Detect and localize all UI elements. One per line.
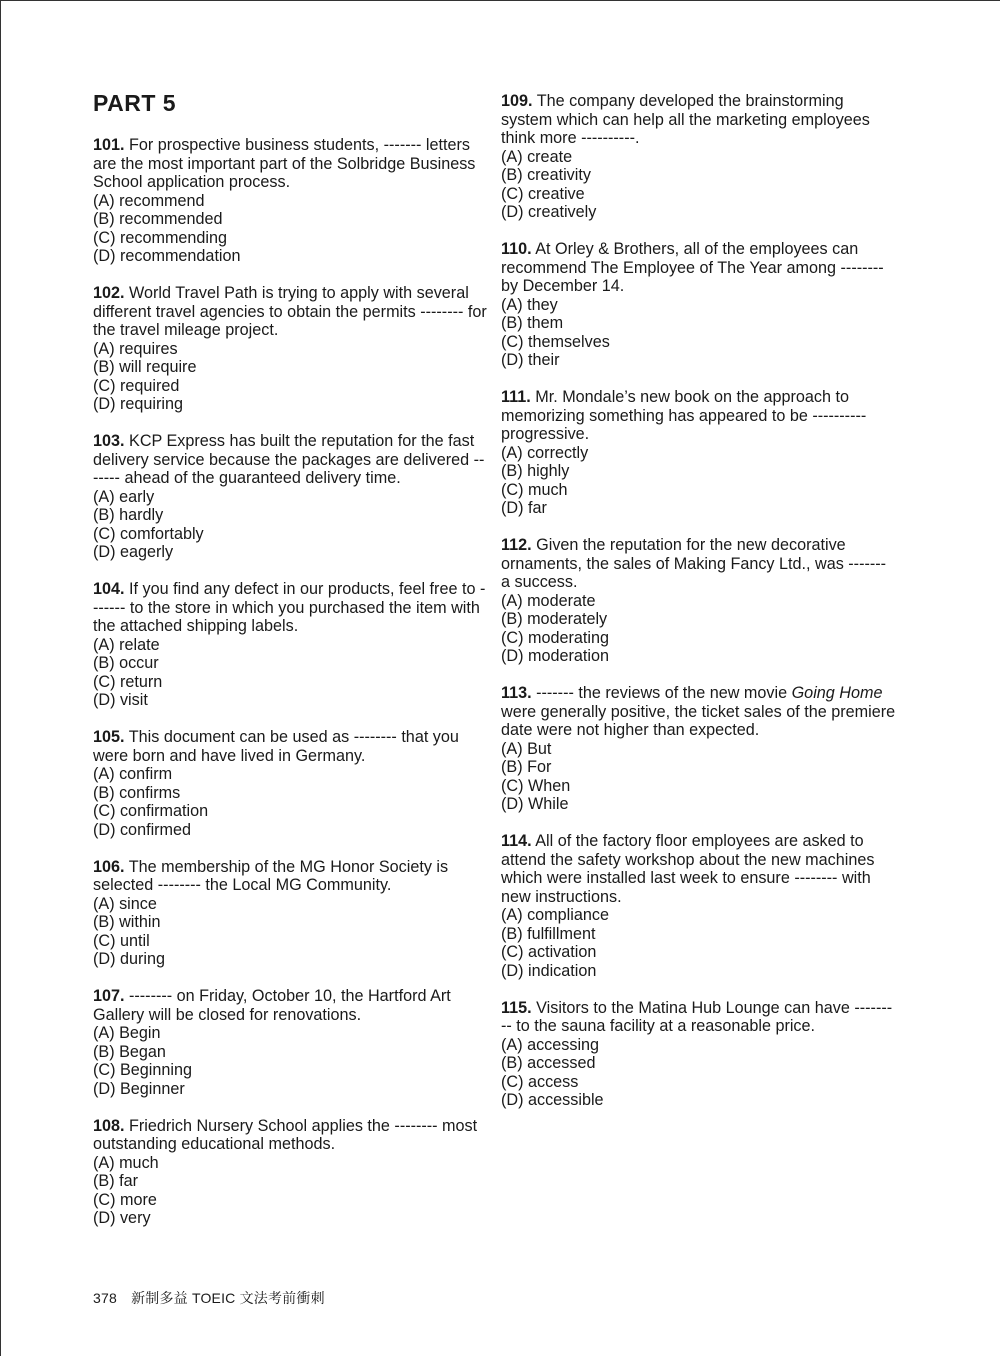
question-115 xyxy=(501,999,896,1110)
question-106 xyxy=(93,858,488,969)
answer-option: (C) much xyxy=(501,480,568,499)
answer-options xyxy=(93,192,488,266)
page-footer xyxy=(93,1288,325,1308)
left-column xyxy=(93,136,488,1246)
question-stem xyxy=(93,858,488,895)
answer-option: (A) early xyxy=(93,487,155,506)
question-stem xyxy=(93,1117,488,1154)
page-number: 378 xyxy=(93,1290,117,1306)
question-text: Given the reputation for the new decorative ornaments, the sales of Making Fancy Ltd., was ------- a success. xyxy=(501,536,887,591)
answer-option: (B) will require xyxy=(93,358,197,376)
question-text: Visitors to the Matina Hub Lounge can have --------- to the sauna facility at a reasonable price. xyxy=(501,998,893,1035)
question-text: At Orley & Brothers, all of the employees can recommend The Employee of The Year among -------- by December 14. xyxy=(501,240,884,295)
answer-options xyxy=(501,444,896,518)
question-number: 107. xyxy=(93,987,125,1005)
answer-option: (D) While xyxy=(501,795,569,813)
answer-option: (A) compliance xyxy=(501,906,609,924)
answer-option: (D) eagerly xyxy=(93,543,174,561)
question-number: 105. xyxy=(93,728,125,746)
answer-option: (B) For xyxy=(501,758,552,776)
question-110 xyxy=(501,240,896,370)
answer-option: (D) their xyxy=(501,351,560,369)
question-stem xyxy=(93,580,488,636)
question-text: were generally positive, the ticket sales of the premiere date were not higher than expected. xyxy=(501,702,896,739)
answer-option: (D) during xyxy=(93,950,165,968)
question-text: ------- the reviews of the new movie xyxy=(536,684,792,702)
question-text: The company developed the brainstorming system which can help all the marketing employees think more ----------. xyxy=(501,92,870,147)
answer-option: (B) moderately xyxy=(501,610,608,628)
question-number: 110. xyxy=(501,240,532,258)
question-112 xyxy=(501,536,896,666)
answer-options xyxy=(93,1154,488,1228)
answer-option: (B) within xyxy=(93,913,161,931)
answer-option: (A) requires xyxy=(93,339,178,358)
answer-option: (A) But xyxy=(501,739,552,758)
question-number: 109. xyxy=(501,92,533,110)
question-number: 102. xyxy=(93,284,125,302)
answer-option: (D) accessible xyxy=(501,1091,604,1109)
question-stem xyxy=(93,728,488,765)
answer-options xyxy=(501,148,896,222)
answer-options xyxy=(501,592,896,666)
answer-option: (C) until xyxy=(93,931,150,950)
question-text: -------- on Friday, October 10, the Hartford Art Gallery will be closed for renovations. xyxy=(93,987,451,1024)
answer-options xyxy=(501,296,896,370)
answer-option: (A) since xyxy=(93,894,157,913)
question-text: Friedrich Nursery School applies the -------- most outstanding educational methods. xyxy=(93,1116,478,1153)
answer-option: (D) far xyxy=(501,499,547,517)
answer-option: (C) recommending xyxy=(93,228,228,247)
question-stem xyxy=(93,432,488,488)
answer-option: (D) recommendation xyxy=(93,247,241,265)
question-stem xyxy=(93,284,488,340)
answer-option: (B) hardly xyxy=(93,506,164,524)
question-114 xyxy=(501,832,896,980)
answer-options xyxy=(501,740,896,814)
answer-option: (A) accessing xyxy=(501,1035,600,1054)
answer-option: (B) far xyxy=(93,1172,138,1190)
question-number: 103. xyxy=(93,432,125,450)
answer-option: (C) more xyxy=(93,1190,157,1209)
answer-options xyxy=(501,1036,896,1110)
question-number: 112. xyxy=(501,536,532,554)
part-title: PART 5 xyxy=(93,90,177,116)
answer-option: (C) required xyxy=(93,376,180,395)
question-text: World Travel Path is trying to apply with several different travel agencies to obtain the permits -------- for the travel mileage project. xyxy=(93,284,487,339)
question-stem xyxy=(501,92,896,148)
question-stem xyxy=(93,987,488,1024)
answer-options xyxy=(93,765,488,839)
question-108 xyxy=(93,1117,488,1228)
question-stem xyxy=(501,240,896,296)
question-number: 104. xyxy=(93,580,125,598)
answer-option: (C) creative xyxy=(501,184,585,203)
question-113 xyxy=(501,684,896,814)
answer-options xyxy=(501,906,896,980)
question-text: The membership of the MG Honor Society is selected -------- the Local MG Community. xyxy=(93,857,449,894)
question-text: For prospective business students, ------- letters are the most important part of the Solbridge Business School application process. xyxy=(93,136,476,191)
question-text: If you find any defect in our products, feel free to ------- to the store in which you purchased the item with the attached shipping labels. xyxy=(93,580,486,635)
answer-option: (A) recommend xyxy=(93,191,205,210)
answer-option: (C) confirmation xyxy=(93,802,209,820)
answer-option: (B) recommended xyxy=(93,210,223,228)
answer-option: (A) Begin xyxy=(93,1024,161,1042)
question-stem xyxy=(501,684,896,740)
answer-option: (D) moderation xyxy=(501,647,609,665)
answer-option: (A) correctly xyxy=(501,443,589,462)
answer-options xyxy=(93,488,488,562)
question-stem xyxy=(501,536,896,592)
answer-option: (C) activation xyxy=(501,943,597,961)
question-text: This document can be used as -------- that you were born and have lived in Germany. xyxy=(93,728,459,765)
question-111 xyxy=(501,388,896,518)
question-stem xyxy=(501,388,896,444)
question-107 xyxy=(93,987,488,1098)
question-104 xyxy=(93,580,488,710)
answer-option: (D) Beginner xyxy=(93,1079,185,1098)
question-stem xyxy=(501,999,896,1036)
movie-title: Going Home xyxy=(791,684,883,702)
question-number: 101. xyxy=(93,136,125,154)
answer-option: (B) creativity xyxy=(501,166,591,184)
answer-option: (B) accessed xyxy=(501,1054,596,1072)
answer-option: (C) moderating xyxy=(501,628,609,647)
answer-options xyxy=(93,1024,488,1098)
question-109 xyxy=(501,92,896,222)
answer-option: (B) Began xyxy=(93,1042,166,1061)
question-103 xyxy=(93,432,488,562)
answer-option: (B) them xyxy=(501,314,564,332)
question-stem xyxy=(501,832,896,906)
answer-option: (D) confirmed xyxy=(93,820,192,839)
answer-option: (C) When xyxy=(501,776,571,795)
right-column xyxy=(501,92,896,1128)
answer-option: (D) requiring xyxy=(93,395,183,413)
question-number: 114. xyxy=(501,832,532,850)
question-number: 111. xyxy=(501,388,531,406)
question-text: KCP Express has built the reputation for the fast delivery service because the packages are delivered ------- ahead of the guaranteed delivery time. xyxy=(93,432,485,487)
answer-option: (D) very xyxy=(93,1209,151,1227)
question-101 xyxy=(93,136,488,266)
answer-option: (A) moderate xyxy=(501,591,596,610)
answer-option: (C) comfortably xyxy=(93,524,204,543)
question-text: Mr. Mondale’s new book on the approach to memorizing something has appeared to be ---------- progressive. xyxy=(501,388,867,443)
answer-option: (D) visit xyxy=(93,691,148,709)
answer-options xyxy=(93,895,488,969)
answer-option: (B) confirms xyxy=(93,783,181,802)
answer-option: (B) fulfillment xyxy=(501,924,596,943)
question-stem xyxy=(93,136,488,192)
question-text: All of the factory floor employees are asked to attend the safety workshop about the new machines which were installed last week to ensure -------- with new instructions. xyxy=(501,832,875,906)
question-105 xyxy=(93,728,488,839)
answer-option: (C) themselves xyxy=(501,332,610,351)
question-number: 106. xyxy=(93,857,125,876)
question-102 xyxy=(93,284,488,414)
answer-option: (C) return xyxy=(93,672,163,691)
answer-option: (A) they xyxy=(501,295,558,314)
answer-option: (D) indication xyxy=(501,961,597,980)
answer-options xyxy=(93,340,488,414)
answer-option: (C) Beginning xyxy=(93,1061,192,1079)
question-number: 115. xyxy=(501,998,532,1017)
question-number: 108. xyxy=(93,1116,125,1135)
answer-option: (B) occur xyxy=(93,654,159,672)
question-number: 113. xyxy=(501,684,532,702)
answer-option: (A) confirm xyxy=(93,765,173,783)
answer-option: (A) much xyxy=(93,1153,159,1172)
answer-options xyxy=(93,636,488,710)
answer-option: (C) access xyxy=(501,1072,579,1091)
answer-option: (A) relate xyxy=(93,635,160,654)
answer-option: (B) highly xyxy=(501,462,570,480)
answer-option: (A) create xyxy=(501,147,573,166)
answer-option: (D) creatively xyxy=(501,203,597,221)
book-title: 新制多益 TOEIC 文法考前衝刺 xyxy=(131,1290,325,1306)
